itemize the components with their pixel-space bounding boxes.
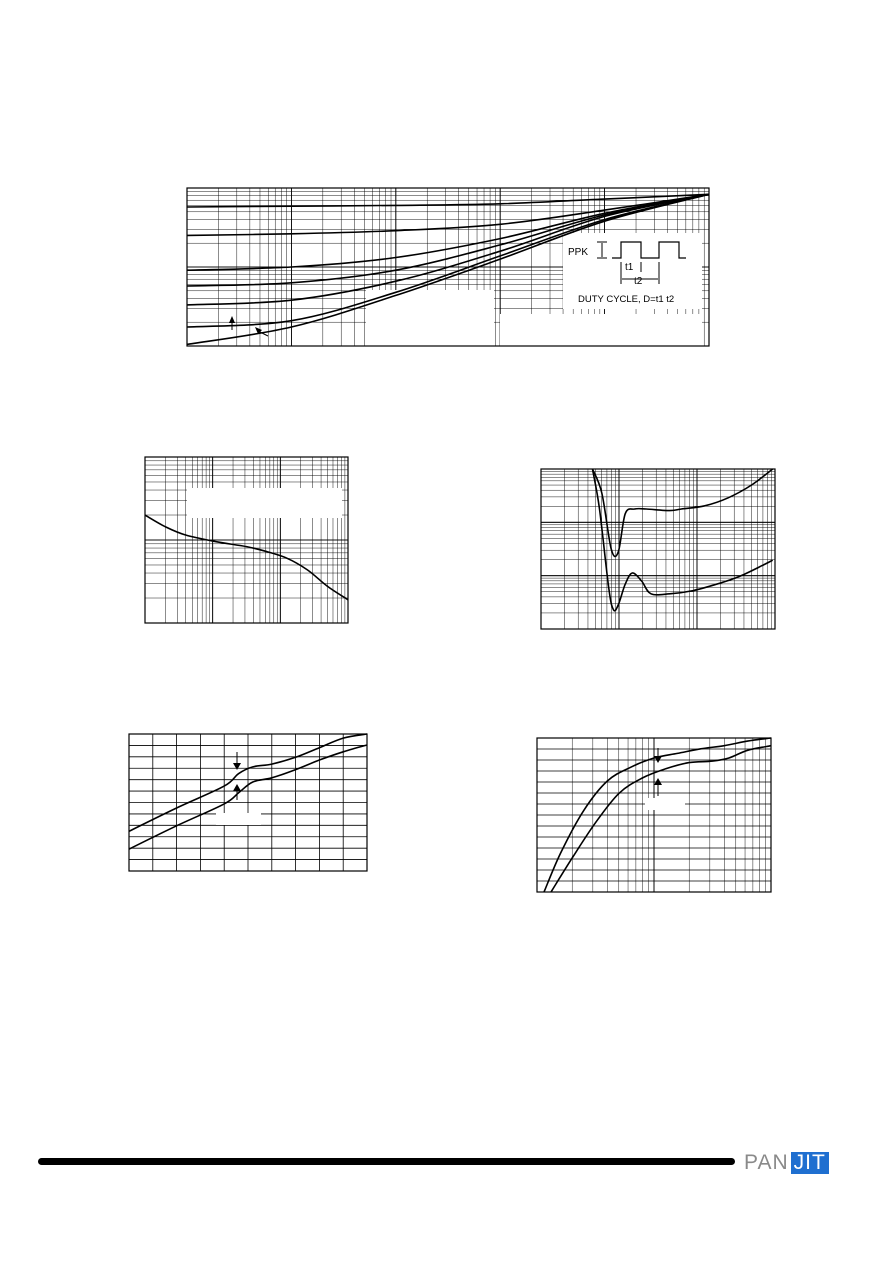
- footer-rule: [38, 1158, 735, 1165]
- callout-arrow: [233, 763, 241, 770]
- logo-jit-text: JIT: [791, 1152, 829, 1174]
- forward-characteristic-chart: [537, 738, 771, 892]
- legend-blank-box: [645, 798, 685, 810]
- t1-label: t1: [625, 262, 634, 273]
- callout-arrow: [654, 778, 662, 785]
- callout-arrow: [229, 316, 235, 323]
- ppk-label: PPK: [568, 247, 589, 258]
- legend-blank-box: [187, 488, 342, 518]
- t2-label: t2: [634, 276, 643, 287]
- logo-pan-text: PAN: [744, 1151, 789, 1174]
- duty-cycle-label: DUTY CYCLE, D=t1 t2: [578, 294, 675, 305]
- company-logo: [744, 1152, 829, 1174]
- series-line: [145, 515, 348, 600]
- chart-grid: [541, 469, 775, 629]
- series-line: [187, 194, 709, 207]
- callout-arrow: [654, 756, 662, 763]
- chart-grid: [145, 457, 348, 623]
- legend-blank-box: [500, 314, 702, 346]
- impedance-response-chart: [541, 469, 775, 629]
- chart-grid: [129, 734, 367, 871]
- plot-frame: [541, 469, 775, 629]
- linear-characteristic-chart: [129, 734, 367, 871]
- derating-curve-chart: [145, 457, 348, 623]
- thermal-response-chart: [187, 188, 709, 346]
- legend-blank-box: [216, 813, 261, 825]
- chart-series: [145, 515, 348, 600]
- callout-arrow: [233, 784, 241, 791]
- chart-grid: [537, 738, 771, 892]
